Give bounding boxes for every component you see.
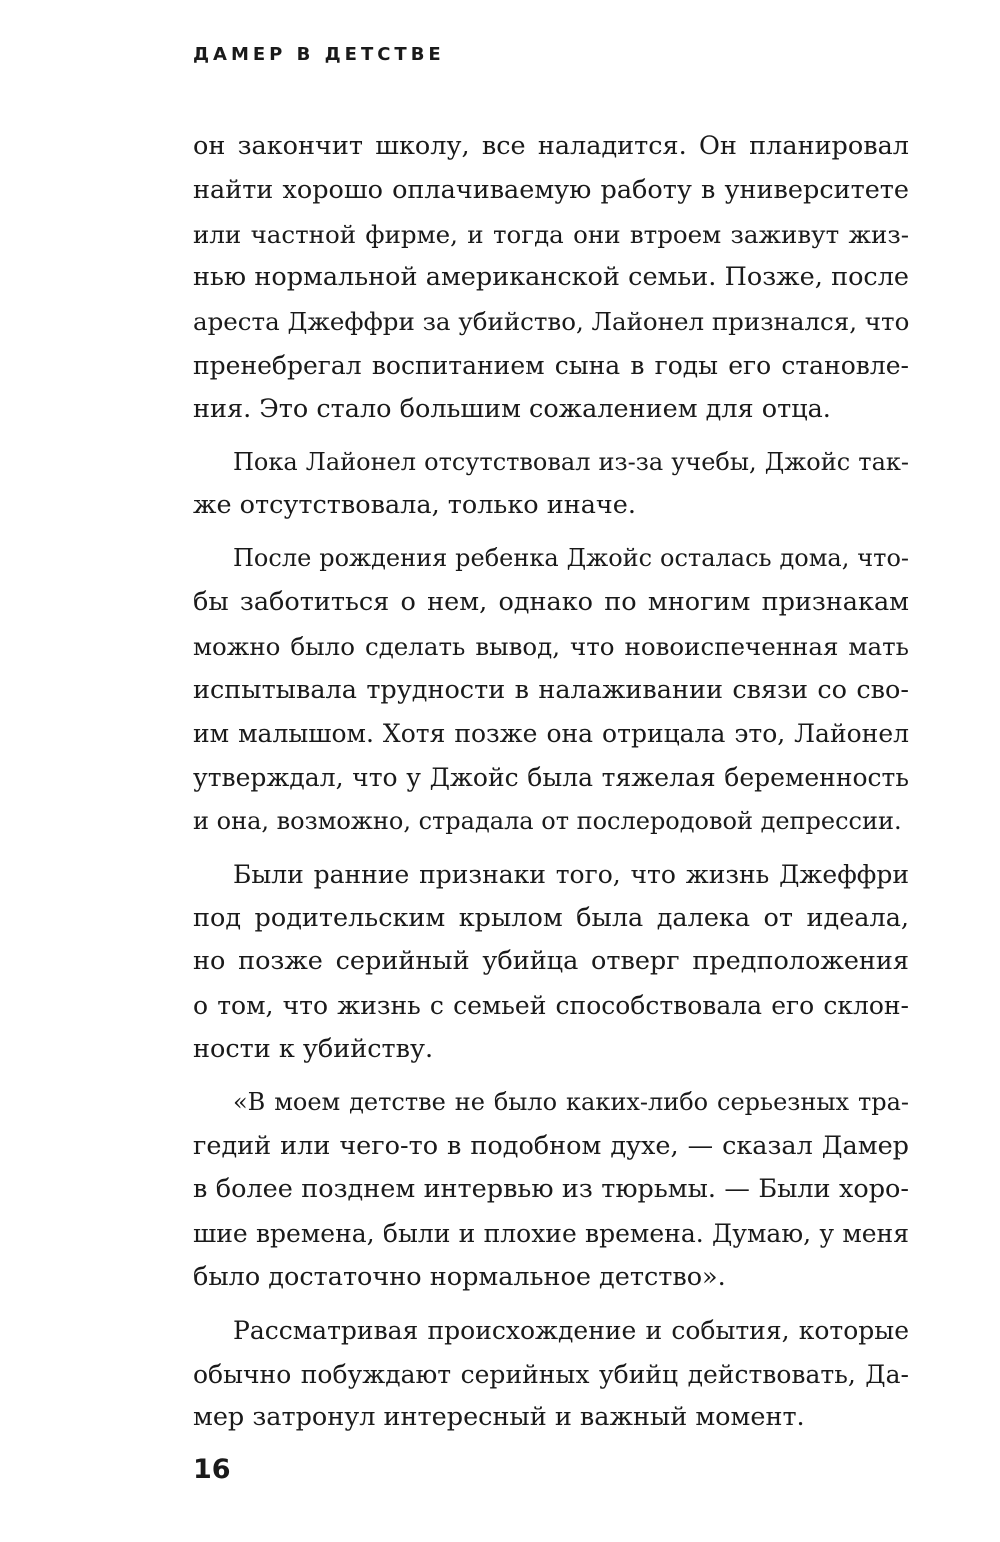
text-line: или частной фирме, и тогда они втроем заживут жиз- bbox=[193, 219, 909, 249]
text-line: в более позднем интервью из тюрьмы. — Были хоро- bbox=[193, 1174, 909, 1205]
text-line: гедий или чего-то в подобном духе, — сказал Дамер bbox=[193, 1130, 909, 1161]
text-line: им малышом. Хотя позже она отрицала это, Лайонел bbox=[193, 719, 909, 749]
text-line: испытывала трудности в налаживании связи со сво- bbox=[193, 674, 909, 705]
text-line: он закончит школу, все наладится. Он планировал bbox=[193, 131, 909, 161]
text-line: Пока Лайонел отсутствовал из-за учебы, Джойс так- bbox=[233, 447, 909, 476]
text-line: и она, возможно, страдала от послеродовой депрессии. bbox=[193, 806, 902, 835]
text-line: «В моем детстве не было каких-либо серьезных тра- bbox=[233, 1087, 909, 1116]
text-line: утверждал, что у Джойс была тяжелая беременность bbox=[193, 763, 909, 793]
text-line: бы заботиться о нем, однако по многим признакам bbox=[193, 586, 909, 617]
text-line: ния. Это стало большим сожалением для отца. bbox=[193, 393, 831, 424]
text-line: но позже серийный убийца отверг предположения bbox=[193, 946, 909, 977]
paragraph-5 bbox=[193, 1081, 909, 1300]
paragraph-6 bbox=[193, 1309, 909, 1440]
text-line: найти хорошо оплачиваемую работу в университете bbox=[193, 174, 909, 205]
paragraph-3 bbox=[193, 537, 909, 844]
text-line: ности к убийству. bbox=[193, 1033, 434, 1064]
paragraph-2 bbox=[193, 441, 909, 529]
text-line: После рождения ребенка Джойс осталась дома, что- bbox=[233, 544, 909, 573]
text-line: о том, что жизнь с семьей способствовала его склон- bbox=[193, 991, 909, 1021]
running-head: ДАМЕР В ДЕТСТВЕ bbox=[193, 44, 445, 65]
paragraph-4 bbox=[193, 853, 909, 1072]
text-line: пренебрегал воспитанием сына в годы его становле- bbox=[193, 350, 909, 380]
text-line: же отсутствовала, только иначе. bbox=[193, 490, 636, 521]
text-line: шие времена, были и плохие времена. Думаю, у меня bbox=[193, 1219, 909, 1249]
text-line: было достаточно нормальное детство». bbox=[193, 1261, 726, 1292]
text-line: нью нормальной американской семьи. Позже, после bbox=[193, 262, 909, 293]
paragraph-1 bbox=[193, 125, 909, 432]
text-line: Рассматривая происхождение и события, которые bbox=[233, 1315, 909, 1345]
text-line: мер затронул интересный и важный момент. bbox=[193, 1402, 805, 1433]
page-number: 16 bbox=[193, 1454, 231, 1485]
text-line: Были ранние признаки того, что жизнь Джеффри bbox=[233, 859, 909, 889]
page-body bbox=[193, 125, 909, 1440]
text-line: под родительским крылом была далека от идеала, bbox=[193, 902, 909, 933]
text-line: ареста Джеффри за убийство, Лайонел признался, что bbox=[193, 307, 910, 337]
text-line: можно было сделать вывод, что новоиспеченная мать bbox=[193, 631, 909, 661]
text-line: обычно побуждают серийных убийц действовать, Да- bbox=[193, 1359, 909, 1389]
